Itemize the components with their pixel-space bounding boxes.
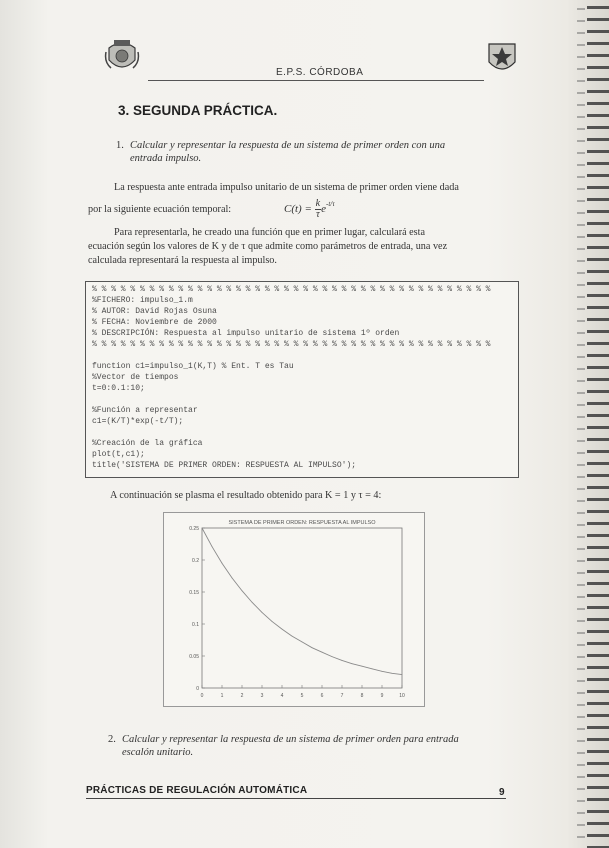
x-tick-label: 6 <box>320 693 324 699</box>
data-point <box>342 660 343 661</box>
data-point <box>392 673 393 674</box>
x-tick-label: 7 <box>340 693 344 699</box>
code-line: title('SISTEMA DE PRIMER ORDEN: RESPUESTA AL IMPULSO'); <box>92 461 357 470</box>
data-point <box>242 590 243 591</box>
exercise-2-line-2: escalón unitario. <box>122 747 194 758</box>
y-tick-label: 0 <box>196 686 199 692</box>
exercise-1-line-1: Calcular y representar la respuesta de un sistema de primer orden con una <box>130 140 446 151</box>
data-point <box>222 563 223 564</box>
equation-base: e <box>321 203 327 216</box>
code-line: % FECHA: Noviembre de 2000 <box>92 318 217 327</box>
method-paragraph-line-3: calculada representará la respuesta al impulso. <box>88 255 277 266</box>
exercise-2-number: 2. <box>108 734 116 745</box>
binding-holes <box>577 0 585 848</box>
method-paragraph-line-1: Para representarla, he creado una función que en primer lugar, calculará esta <box>114 227 425 238</box>
code-line: % AUTOR: David Rojas Osuna <box>92 307 217 316</box>
x-tick-label: 0 <box>200 693 204 699</box>
code-line: %Vector de tiempos <box>92 373 179 382</box>
data-point <box>362 666 363 667</box>
data-point <box>382 671 383 672</box>
plot-frame <box>163 512 425 707</box>
equation-exponent: -t/τ <box>326 200 335 209</box>
y-tick-label: 0.05 <box>189 654 199 660</box>
code-line: plot(t,c1); <box>92 450 145 459</box>
code-line: %Creación de la gráfica <box>92 439 203 448</box>
intro-paragraph-line-2: por la siguiente ecuación temporal: <box>88 204 232 215</box>
data-point <box>282 629 283 630</box>
plot-axes-box <box>202 528 402 688</box>
exercise-1 <box>116 139 510 165</box>
code-line: %Función a representar <box>92 406 198 415</box>
code-line: %FICHERO: impulso_1.m <box>92 296 193 305</box>
exercise-2 <box>108 733 522 759</box>
y-tick-label: 0.25 <box>189 526 199 532</box>
exercise-1-number: 1. <box>116 140 124 151</box>
code-line: % % % % % % % % % % % % % % % % % % % % % % % % % % % % % % % % % % % % % % % % % % <box>92 340 491 349</box>
footer-rule <box>86 798 506 799</box>
data-point <box>252 602 253 603</box>
data-point <box>322 652 323 653</box>
data-point <box>312 647 313 648</box>
code-listing <box>85 281 519 478</box>
code-line: c1=(K/T)*exp(-t/T); <box>92 417 184 426</box>
section-title: 3. SEGUNDA PRÁCTICA. <box>118 103 278 118</box>
data-point <box>302 642 303 643</box>
x-tick-label: 5 <box>300 693 304 699</box>
data-point <box>232 578 233 579</box>
footer-title: PRÁCTICAS DE REGULACIÓN AUTOMÁTICA <box>86 785 308 796</box>
x-tick-label: 4 <box>280 693 284 699</box>
equation-lhs: C(t) <box>284 203 302 216</box>
x-tick-label: 10 <box>399 693 405 699</box>
intro-paragraph-line-1: La respuesta ante entrada impulso unitario de un sistema de primer orden viene dada <box>114 182 459 193</box>
equation-equals: = <box>304 203 312 216</box>
x-tick-label: 2 <box>240 693 244 699</box>
header-title: E.P.S. CÓRDOBA <box>276 67 364 78</box>
page-number: 9 <box>499 787 505 798</box>
y-tick-label: 0.2 <box>192 558 199 564</box>
result-paragraph: A continuación se plasma el resultado obtenido para K = 1 y τ = 4: <box>110 490 382 501</box>
x-tick-label: 3 <box>260 693 264 699</box>
chart-title: SISTEMA DE PRIMER ORDEN: RESPUESTA AL IMPULSO <box>228 520 376 526</box>
series-line <box>202 528 402 675</box>
code-line: % % % % % % % % % % % % % % % % % % % % % % % % % % % % % % % % % % % % % % % % % % <box>92 285 491 294</box>
data-point <box>202 528 203 529</box>
y-tick-label: 0.15 <box>189 590 199 596</box>
exercise-2-line-1: Calcular y representar la respuesta de un sistema de primer orden para entrada <box>122 734 459 745</box>
data-point <box>372 668 373 669</box>
y-tick-label: 0.1 <box>192 622 199 628</box>
impulse-response-chart <box>164 513 424 706</box>
data-point <box>352 663 353 664</box>
equation-denominator: τ <box>316 209 320 220</box>
equation-numerator: k <box>315 198 321 209</box>
data-point <box>212 546 213 547</box>
x-tick-label: 9 <box>380 693 384 699</box>
school-crest-icon <box>485 38 519 78</box>
data-point <box>262 612 263 613</box>
data-point <box>272 621 273 622</box>
spiral-binding <box>587 0 609 848</box>
data-point <box>332 656 333 657</box>
data-point <box>402 674 403 675</box>
data-point <box>292 636 293 637</box>
code-line: t=0:0.1:10; <box>92 384 145 393</box>
x-tick-label: 8 <box>360 693 364 699</box>
code-line: function c1=impulso_1(K,T) % Ent. T es Tau <box>92 362 294 371</box>
x-tick-label: 1 <box>220 693 224 699</box>
impulse-equation <box>284 199 335 220</box>
code-line: % DESCRIPCIÓN: Respuesta al impulso unitario de sistema 1º orden <box>92 329 400 338</box>
university-crest-icon <box>103 34 141 76</box>
exercise-1-line-2: entrada impulso. <box>130 153 202 164</box>
method-paragraph-line-2: ecuación según los valores de K y de τ que admite como parámetros de entrada, una vez <box>88 241 448 252</box>
header-rule <box>148 80 484 81</box>
